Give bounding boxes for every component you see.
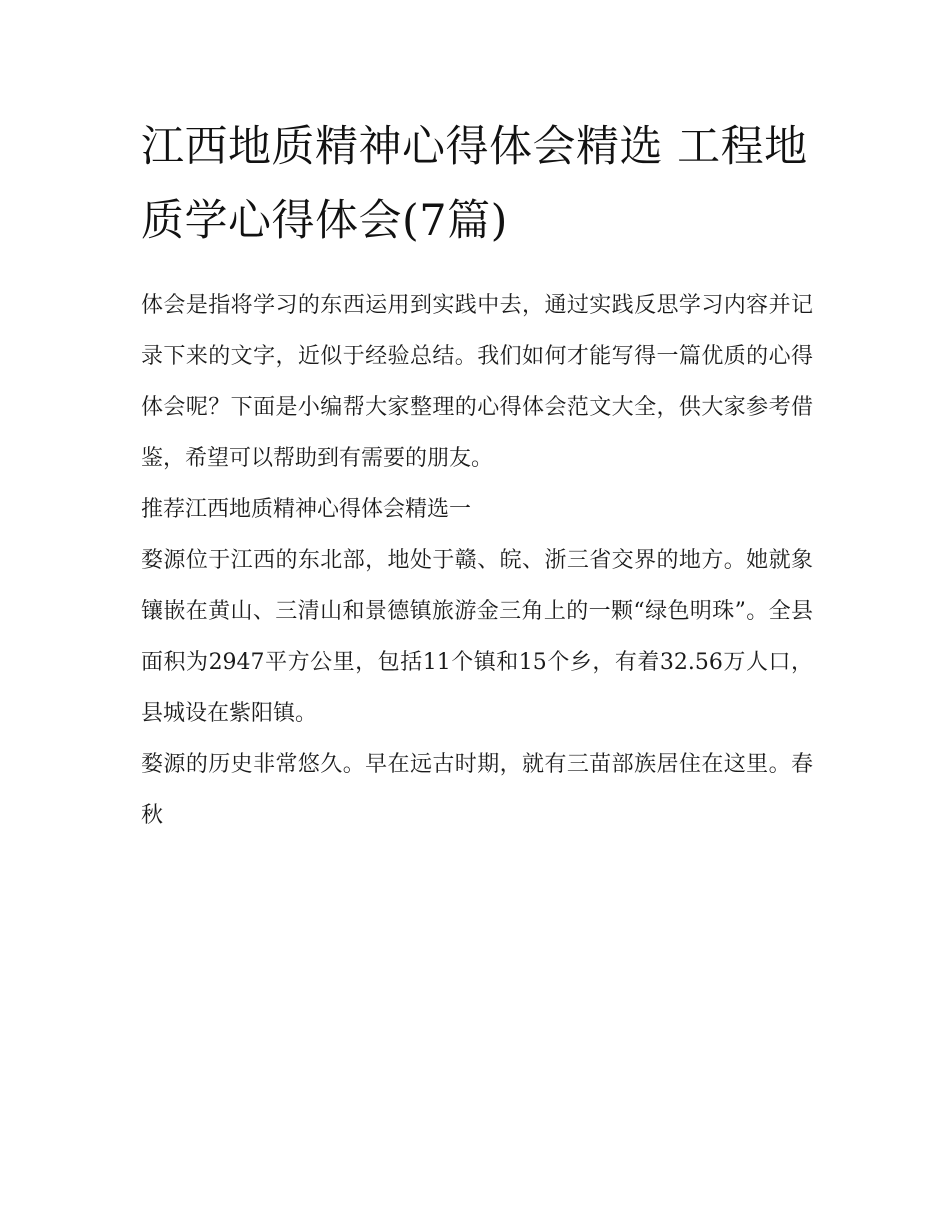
document-body — [141, 110, 813, 841]
document-title: 江西地质精神心得体会精选 工程地质学心得体会(7篇) — [141, 122, 808, 246]
body-paragraph: 婺源位于江西的东北部，地处于赣、皖、浙三省交界的地方。她就象镶嵌在黄山、三清山和景德镇旅游金三角上的一颗“绿色明珠”。全县面积为2947平方公里，包括11个镇和15个乡，有着32.56万人口，县城设在紫阳镇。 — [141, 548, 813, 726]
intro-paragraph: 体会是指将学习的东西运用到实践中去，通过实践反思学习内容并记录下来的文字，近似于经验总结。我们如何才能写得一篇优质的心得体会呢？下面是小编帮大家整理的心得体会范文大全，供大家参考借鉴，希望可以帮助到有需要的朋友。 — [141, 293, 813, 471]
section-heading: 推荐江西地质精神心得体会精选一 — [141, 497, 472, 522]
body-paragraph: 婺源的历史非常悠久。早在远古时期，就有三苗部族居住在这里。春秋 — [141, 752, 813, 828]
